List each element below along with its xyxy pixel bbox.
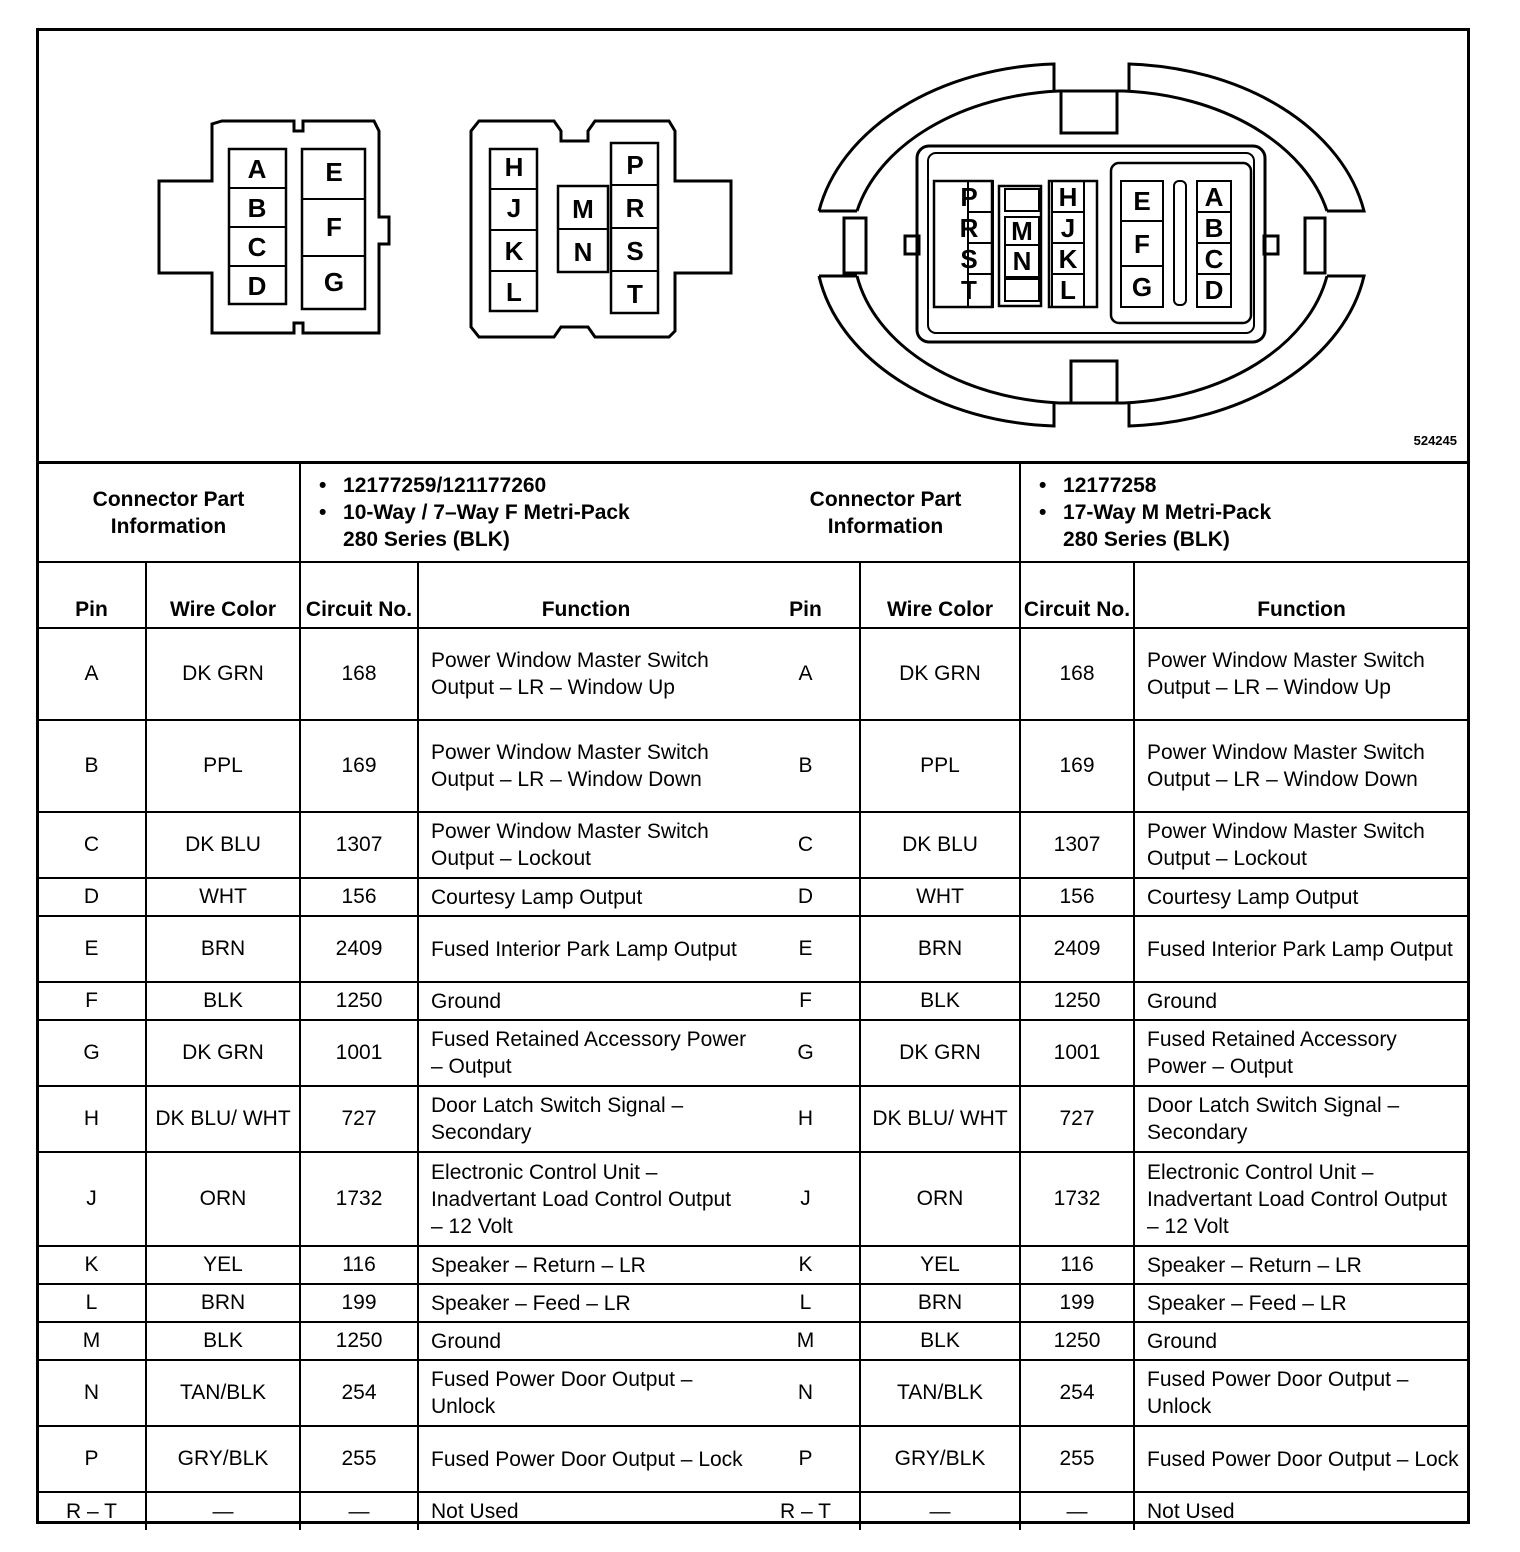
- pin-label: R: [625, 193, 645, 223]
- table-row: [38, 1322, 753, 1360]
- wire-color-cell: TAN/BLK: [860, 1360, 1020, 1426]
- function-cell: Fused Interior Park Lamp Output: [418, 916, 753, 982]
- function-header: Function: [1134, 562, 1468, 628]
- wire-color-cell: WHT: [146, 878, 300, 916]
- circuit-cell: 199: [1020, 1284, 1134, 1322]
- pin-label: F: [326, 212, 342, 242]
- pin-cell: C: [752, 812, 860, 878]
- function-cell: Ground: [1134, 982, 1468, 1020]
- pin-cell: F: [752, 982, 860, 1020]
- pin-label: A: [247, 154, 267, 184]
- table-row: [38, 1492, 753, 1530]
- pin-cell: H: [38, 1086, 146, 1152]
- circuit-cell: 156: [300, 878, 418, 916]
- wire-color-cell: —: [860, 1492, 1020, 1530]
- connector-series: 280 Series (BLK): [1063, 528, 1230, 551]
- pin-cell: F: [38, 982, 146, 1020]
- circuit-cell: —: [1020, 1492, 1134, 1530]
- table-row: [752, 1426, 1468, 1492]
- circuit-cell: 168: [300, 628, 418, 720]
- table-row: [38, 1284, 753, 1322]
- wire-color-cell: DK BLU/ WHT: [860, 1086, 1020, 1152]
- pinout-table-17-way: [752, 464, 1468, 1530]
- table-row: [752, 982, 1468, 1020]
- connector-description: • 17-Way M Metri-Pack: [1035, 499, 1468, 526]
- connector-description: • 10-Way / 7–Way F Metri-Pack: [315, 499, 753, 526]
- pin-label: E: [1133, 186, 1151, 216]
- circuit-cell: 116: [300, 1246, 418, 1284]
- table-row: [752, 628, 1468, 720]
- pin-cell: B: [38, 720, 146, 812]
- pin-label: F: [1134, 229, 1150, 259]
- function-cell: Door Latch Switch Signal – Secondary: [418, 1086, 753, 1152]
- wire-color-cell: —: [146, 1492, 300, 1530]
- function-cell: Not Used: [418, 1492, 753, 1530]
- connector-10-way: [471, 121, 731, 337]
- function-cell: Courtesy Lamp Output: [1134, 878, 1468, 916]
- pin-label: D: [1204, 275, 1224, 305]
- circuit-cell: 1732: [300, 1152, 418, 1246]
- circuit-cell: 1001: [300, 1020, 418, 1086]
- pin-label: S: [960, 244, 978, 274]
- circuit-cell: 169: [1020, 720, 1134, 812]
- pin-header: Pin: [752, 562, 860, 628]
- wire-color-cell: DK GRN: [860, 628, 1020, 720]
- wire-color-cell: BRN: [860, 916, 1020, 982]
- wire-color-cell: YEL: [860, 1246, 1020, 1284]
- function-cell: Power Window Master Switch Output – LR – Window Up: [418, 628, 753, 720]
- function-cell: Power Window Master Switch Output – Lockout: [418, 812, 753, 878]
- pin-cell: R – T: [38, 1492, 146, 1530]
- function-cell: Ground: [418, 1322, 753, 1360]
- circuit-cell: 1250: [1020, 1322, 1134, 1360]
- wire-color-cell: YEL: [146, 1246, 300, 1284]
- circuit-cell: 1250: [1020, 982, 1134, 1020]
- table-row: [38, 878, 753, 916]
- connector-face-views: [39, 31, 1467, 461]
- table-row: [752, 878, 1468, 916]
- table-row: [752, 1284, 1468, 1322]
- pin-cell: N: [752, 1360, 860, 1426]
- function-cell: Electronic Control Unit – Inadvertant Load Control Output – 12 Volt: [418, 1152, 753, 1246]
- pin-label: J: [506, 193, 522, 223]
- pin-label: R: [959, 213, 979, 243]
- pin-header: Pin: [38, 562, 146, 628]
- wire-color-cell: BRN: [146, 1284, 300, 1322]
- pin-cell: A: [38, 628, 146, 720]
- pin-label: A: [1204, 182, 1224, 212]
- function-cell: Fused Power Door Output – Unlock: [1134, 1360, 1468, 1426]
- wire-color-header: Wire Color: [860, 562, 1020, 628]
- wire-color-cell: GRY/BLK: [860, 1426, 1020, 1492]
- function-cell: Fused Interior Park Lamp Output: [1134, 916, 1468, 982]
- pin-cell: A: [752, 628, 860, 720]
- circuit-cell: 156: [1020, 878, 1134, 916]
- table-row: [752, 812, 1468, 878]
- table-row: [38, 812, 753, 878]
- function-cell: Ground: [1134, 1322, 1468, 1360]
- pin-label: H: [504, 152, 524, 182]
- wire-color-cell: DK BLU/ WHT: [146, 1086, 300, 1152]
- wire-color-cell: GRY/BLK: [146, 1426, 300, 1492]
- function-cell: Door Latch Switch Signal – Secondary: [1134, 1086, 1468, 1152]
- connector-series: 280 Series (BLK): [343, 528, 510, 551]
- pin-cell: E: [752, 916, 860, 982]
- circuit-cell: 1250: [300, 1322, 418, 1360]
- wire-color-cell: WHT: [860, 878, 1020, 916]
- connector-drawings: [39, 31, 1467, 461]
- table-row: [752, 1086, 1468, 1152]
- pin-label: N: [573, 237, 593, 267]
- circuit-cell: 254: [300, 1360, 418, 1426]
- function-cell: Courtesy Lamp Output: [418, 878, 753, 916]
- pinout-tables: [39, 461, 1467, 1524]
- pin-cell: M: [38, 1322, 146, 1360]
- pin-label: S: [626, 236, 644, 266]
- wire-color-cell: BLK: [860, 1322, 1020, 1360]
- part-number: • 12177258: [1035, 472, 1468, 499]
- pin-cell: P: [752, 1426, 860, 1492]
- circuit-cell: 1001: [1020, 1020, 1134, 1086]
- pin-label: T: [627, 279, 643, 309]
- wire-color-cell: BRN: [860, 1284, 1020, 1322]
- function-cell: Speaker – Return – LR: [1134, 1246, 1468, 1284]
- wire-color-cell: PPL: [860, 720, 1020, 812]
- pin-label: M: [1011, 216, 1033, 246]
- pinout-rows: [38, 628, 753, 1530]
- function-cell: Speaker – Feed – LR: [1134, 1284, 1468, 1322]
- pin-cell: D: [752, 878, 860, 916]
- function-cell: Ground: [418, 982, 753, 1020]
- table-row: [38, 1152, 753, 1246]
- pin-label: K: [1058, 244, 1078, 274]
- connector-part-info-label: Connector Part Information: [752, 464, 1020, 562]
- connector-part-info: [300, 464, 753, 562]
- wire-color-cell: DK GRN: [146, 1020, 300, 1086]
- pin-label: M: [572, 194, 594, 224]
- wiring-diagram-frame: [36, 28, 1470, 1524]
- pin-cell: L: [752, 1284, 860, 1322]
- circuit-cell: 255: [1020, 1426, 1134, 1492]
- part-number: • 12177259/121177260: [315, 472, 753, 499]
- pin-label: P: [960, 182, 978, 212]
- pin-cell: J: [752, 1152, 860, 1246]
- pin-cell: C: [38, 812, 146, 878]
- wire-color-cell: DK GRN: [146, 628, 300, 720]
- pin-label: J: [1060, 213, 1076, 243]
- wire-color-cell: PPL: [146, 720, 300, 812]
- function-cell: Fused Power Door Output – Lock: [1134, 1426, 1468, 1492]
- function-cell: Fused Retained Accessory Power – Output: [1134, 1020, 1468, 1086]
- circuit-cell: 116: [1020, 1246, 1134, 1284]
- circuit-cell: 1307: [1020, 812, 1134, 878]
- pin-cell: E: [38, 916, 146, 982]
- function-cell: Speaker – Feed – LR: [418, 1284, 753, 1322]
- pin-label: K: [504, 236, 524, 266]
- pin-cell: H: [752, 1086, 860, 1152]
- wire-color-cell: BLK: [146, 1322, 300, 1360]
- pin-label: T: [961, 275, 977, 305]
- function-cell: Not Used: [1134, 1492, 1468, 1530]
- figure-id: 524245: [1413, 433, 1457, 448]
- table-row: [38, 1246, 753, 1284]
- pin-cell: K: [38, 1246, 146, 1284]
- pin-cell: L: [38, 1284, 146, 1322]
- function-cell: Power Window Master Switch Output – LR – Window Down: [1134, 720, 1468, 812]
- pin-cell: K: [752, 1246, 860, 1284]
- table-row: [752, 1492, 1468, 1530]
- function-header: Function: [418, 562, 753, 628]
- table-row: [752, 1152, 1468, 1246]
- wire-color-cell: DK BLU: [146, 812, 300, 878]
- connector-part-info-label: Connector Part Information: [38, 464, 300, 562]
- circuit-cell: 2409: [1020, 916, 1134, 982]
- wire-color-cell: ORN: [146, 1152, 300, 1246]
- circuit-cell: 727: [1020, 1086, 1134, 1152]
- pin-cell: B: [752, 720, 860, 812]
- circuit-cell: 199: [300, 1284, 418, 1322]
- pin-cell: P: [38, 1426, 146, 1492]
- table-row: [38, 1086, 753, 1152]
- table-row: [752, 720, 1468, 812]
- circuit-cell: 727: [300, 1086, 418, 1152]
- function-cell: Power Window Master Switch Output – LR – Window Down: [418, 720, 753, 812]
- function-cell: Fused Power Door Output – Unlock: [418, 1360, 753, 1426]
- circuit-cell: 168: [1020, 628, 1134, 720]
- pin-label: D: [247, 271, 267, 301]
- table-row: [38, 1426, 753, 1492]
- wire-color-header: Wire Color: [146, 562, 300, 628]
- connector-7-way: [159, 121, 389, 333]
- function-cell: Fused Power Door Output – Lock: [418, 1426, 753, 1492]
- table-row: [38, 916, 753, 982]
- circuit-cell: 169: [300, 720, 418, 812]
- circuit-cell: —: [300, 1492, 418, 1530]
- pinout-rows: [752, 628, 1468, 1530]
- table-row: [752, 1246, 1468, 1284]
- pin-label: P: [626, 150, 644, 180]
- pin-label: H: [1058, 182, 1078, 212]
- pin-cell: R – T: [752, 1492, 860, 1530]
- pin-cell: G: [38, 1020, 146, 1086]
- pin-label: B: [1204, 213, 1224, 243]
- function-cell: Electronic Control Unit – Inadvertant Load Control Output – 12 Volt: [1134, 1152, 1468, 1246]
- pin-cell: N: [38, 1360, 146, 1426]
- circuit-cell: 255: [300, 1426, 418, 1492]
- pin-label: L: [1060, 275, 1076, 305]
- wire-color-cell: BLK: [146, 982, 300, 1020]
- wire-color-cell: BRN: [146, 916, 300, 982]
- pin-cell: G: [752, 1020, 860, 1086]
- wire-color-cell: TAN/BLK: [146, 1360, 300, 1426]
- pin-label: G: [323, 267, 345, 297]
- table-row: [38, 720, 753, 812]
- circuit-cell: 1250: [300, 982, 418, 1020]
- table-row: [38, 628, 753, 720]
- table-row: [752, 1020, 1468, 1086]
- wire-color-cell: ORN: [860, 1152, 1020, 1246]
- function-cell: Fused Retained Accessory Power – Output: [418, 1020, 753, 1086]
- pin-label: C: [1204, 244, 1224, 274]
- connector-part-info: [1020, 464, 1468, 562]
- circuit-cell: 1307: [300, 812, 418, 878]
- table-row: [752, 1360, 1468, 1426]
- pin-label: G: [1131, 272, 1153, 302]
- pinout-table-10-7-way: [38, 464, 753, 1530]
- table-row: [38, 982, 753, 1020]
- circuit-header: Circuit No.: [300, 562, 418, 628]
- pin-label: L: [506, 277, 522, 307]
- function-cell: Power Window Master Switch Output – LR – Window Up: [1134, 628, 1468, 720]
- circuit-cell: 1732: [1020, 1152, 1134, 1246]
- function-cell: Speaker – Return – LR: [418, 1246, 753, 1284]
- circuit-cell: 2409: [300, 916, 418, 982]
- wire-color-cell: DK BLU: [860, 812, 1020, 878]
- circuit-header: Circuit No.: [1020, 562, 1134, 628]
- pin-label: C: [247, 232, 267, 262]
- pin-cell: D: [38, 878, 146, 916]
- pin-label: B: [247, 193, 267, 223]
- table-row: [752, 916, 1468, 982]
- wire-color-cell: BLK: [860, 982, 1020, 1020]
- pin-label: E: [325, 157, 343, 187]
- function-cell: Power Window Master Switch Output – Lockout: [1134, 812, 1468, 878]
- pin-cell: M: [752, 1322, 860, 1360]
- pin-label: N: [1012, 246, 1032, 276]
- connector-17-way: [819, 64, 1364, 426]
- circuit-cell: 254: [1020, 1360, 1134, 1426]
- table-row: [38, 1020, 753, 1086]
- wire-color-cell: DK GRN: [860, 1020, 1020, 1086]
- table-row: [752, 1322, 1468, 1360]
- pin-cell: J: [38, 1152, 146, 1246]
- table-row: [38, 1360, 753, 1426]
